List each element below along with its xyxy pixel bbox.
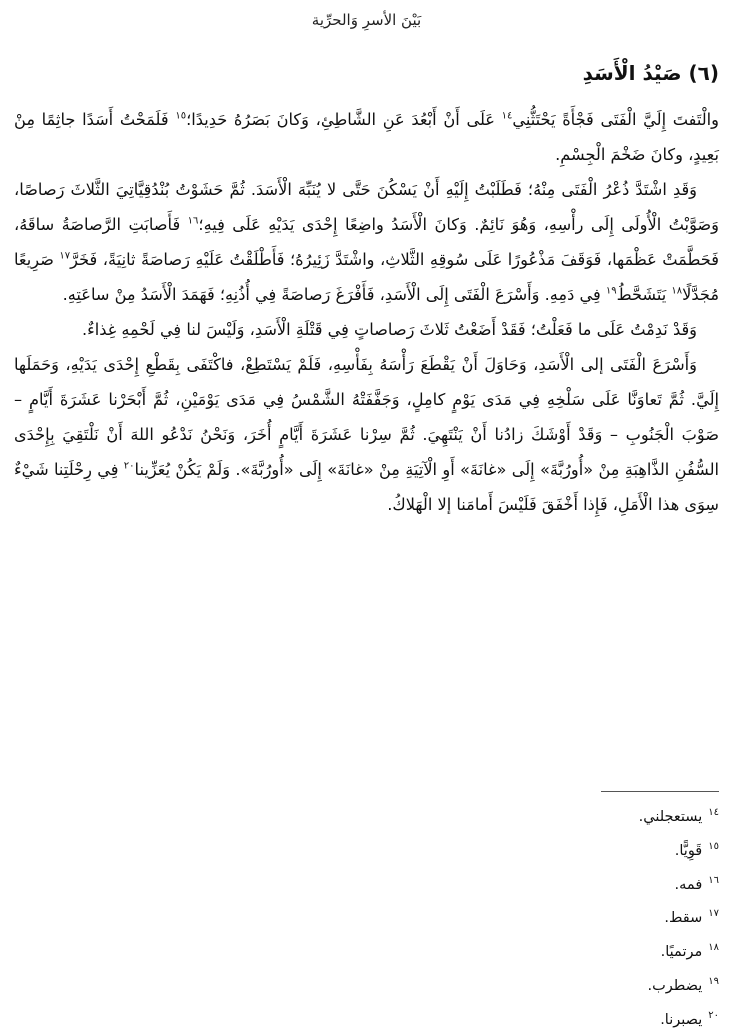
footnote-number: ٢٠ [708,1009,719,1021]
footnote-item [519,967,719,1001]
footnote-reference: ١٤ [501,110,513,122]
footnote-text: يستعجلني. [638,808,703,825]
running-head: بَيْنَ الأسرِ وَالحرِّية [311,11,422,29]
footnote-text: مرتميًا. [660,944,703,961]
footnote-reference: ١٩ [605,285,617,297]
footnote-item [519,899,719,933]
footnote-reference: ١٦ [187,215,199,227]
footnote-number: ١٧ [708,908,719,920]
footnote-text: فمه. [674,876,703,893]
paragraph-text: فِي دَمِهِ. وَأَسْرَعَ الْفَتَى إِلَى الْأَسَدِ، فَأَفْرَغَ رَصاصَةً فِي أُذُنِهِ؛ فَهَمَدَ الْأَسَدُ مِنْ ساعَتِهِ. [62,285,606,304]
paragraph-text: وَقَدِ اشْتَدَّ ذُعْرُ الْفَتَى مِنْهُ؛ فَطَلَبْتُ إِلَيْهِ أَنْ يَسْكُنَ حَتَّى لا يُنَبِّهَ الْأَسَدَ. ثُمَّ حَشَوْتُ بُنْدُقِيَّاتِيَ الثَّلاثَ رَصاصًا، وَصَوَّبْتُ الْأُولَى إِلَى رأْسِهِ، وَهُوَ نَائِمٌ. وَكانَ الْأَسَدُ واضِعًا إِحْدَى يَدَيْهِ عَلَى فِيهِ؛ [14,180,719,234]
paragraph-text: فَأَصابَتِ الرَّصاصَةُ ساقَهُ، فَحَطَّمَتْ عَظْمَها، فَوَقَفَ مَذْعُورًا عَلَى سُوقِهِ الثَّلاثِ، واشْتَدَّ زَئِيرُهُ؛ فَأَطْلَقْتُ عَلَيْهِ رَصاصَةً ثانِيَةً، فَخَرَّ [14,215,719,269]
footnote-reference: ١٨ [671,285,683,297]
footnote-reference: ٢٠ [123,460,135,472]
paragraph-text: فَلَمَحْتُ أَسَدًا جاثِمًا مِنْ بَعِيدٍ، وكانَ ضَخْمَ الْجِسْمِ. [14,110,719,164]
paragraph-text: عَلَى أَنْ أَبْعُدَ عَنِ الشَّاطِئِ، وَكانَ بَصَرُهُ حَدِيدًا؛ [186,110,502,129]
footnote-item [519,933,719,967]
paragraph [14,102,719,172]
footnote-divider [601,791,719,792]
paragraph-text: صَرِيعًا مُجَدَّلًا [14,250,719,304]
footnote-number: ١٨ [708,942,719,954]
footnote-text: يصبرنا. [660,1011,703,1028]
footnote-reference: ١٥ [175,110,187,122]
paragraph-text: والْتَفتَ إِلَيَّ الْفَتَى فَجْأَةً يَحْتَثُّنِي [512,110,719,129]
footnote-reference: ١٧ [59,250,71,262]
footnote-text: يضطرب. [647,977,703,994]
footnote-text: سقط. [664,910,703,927]
footnotes-list [519,798,719,1035]
footnote-number: ١٤ [708,807,719,818]
paragraph-text: وَأَسْرَعَ الْفَتَى إلى الْأَسَدِ، وَحَاوَلَ أَنْ يَقْطَعَ رَأْسَهُ بِفَأْسِهِ، فَلَمْ يَسْتَطِعْ، فاكْتَفَى بِقَطْعِ إِحْدَى يَدَيْهِ، وَحَمَلَها إِلَيَّ. ثُمَّ تَعاوَنَّا عَلَى سَلْخِهِ فِي مَدَى يَوْمٍ كامِلٍ، وَجَفَّفَتْهُ الشَّمْسُ فِي مَدَى يَوْمَيْنِ، ثُمَّ أَبْحَرْنا عَشَرَةَ أَيَّامٍ – صَوْبَ الْجَنُوبِ – وَقَدْ أَوْشَكَ زادُنا أَنْ يَنْتَهِيَ. ثُمَّ سِرْنا عَشَرَةَ أَيَّامٍ أُخَرَ، وَنَحْنُ نَدْعُو اللهَ أَنْ نَلْتَقِيَ بِإِحْدَى السُّفُنِ الذَّاهِبَةِ مِنْ «أُورُبَّةَ» إِلَى «غانَةَ» أَوِ الْآتِيَةِ مِنْ «غانَةَ» إِلَى «أُورُبَّةَ». وَلَمْ يَكُنْ يُعَزِّينا [14,355,720,479]
footnote-number: ١٥ [708,840,719,852]
chapter-title: (٦) صَيْدُ الْأَسَدِ [582,61,719,85]
body-text [14,102,719,522]
footnote-item [519,1001,719,1035]
paragraph-text: وَقَدْ نَدِمْتُ عَلَى ما فَعَلْتُ؛ فَقَدْ أَضَعْتُ ثَلاثَ رَصاصاتٍ فِي قَتْلَةِ الْأَسَدِ، وَلَيْسَ لنا فِي لَحْمِهِ غِذاءٌ. [82,320,697,339]
paragraph [14,347,719,522]
footnote-item [519,866,719,900]
footnote-number: ١٩ [708,976,719,988]
paragraph [14,172,719,312]
footnote-item [519,832,719,866]
paragraph-text: يَتَشَحَّطُ [616,285,672,304]
footnote-number: ١٦ [708,874,719,886]
paragraph-text: فِي رِحْلَتِنا شَيْءٌ سِوَى هذا الْأَمَلِ، فَإِذا أَخْفَقَ فَلَيْسَ أَمامَنا إلا الْهَلاكُ. [14,460,719,514]
footnote-text: قَوِيًّا. [674,842,703,859]
footnote-item [519,798,719,832]
paragraph [14,312,719,347]
